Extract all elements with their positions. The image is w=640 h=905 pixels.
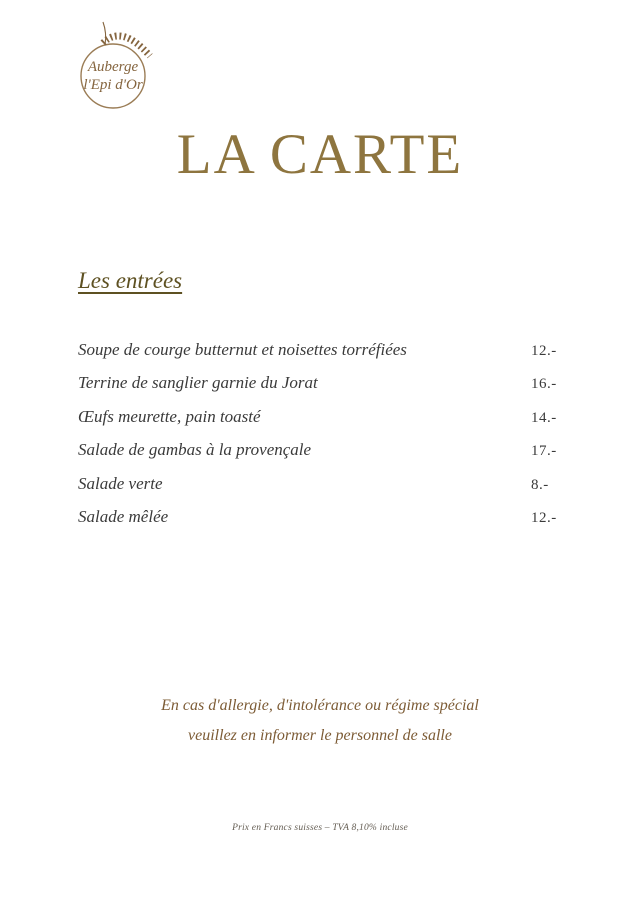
menu-item-row bbox=[78, 474, 598, 507]
menu-item-price: 16.- bbox=[531, 376, 557, 393]
menu-item-price: 8.- bbox=[531, 476, 549, 493]
menu-item-name: Œufs meurette, pain toasté bbox=[78, 406, 261, 426]
page-title: LA CARTE bbox=[176, 123, 464, 186]
menu-item-row bbox=[78, 340, 598, 373]
menu-item-row bbox=[78, 373, 598, 406]
allergy-notice bbox=[0, 691, 640, 751]
menu-item-price: 14.- bbox=[531, 409, 557, 426]
menu-item-name: Salade mêlée bbox=[78, 506, 169, 526]
menu-item-name: Salade de gambas à la provençale bbox=[78, 440, 312, 460]
logo-text-line1: Auberge bbox=[87, 59, 139, 75]
restaurant-logo bbox=[74, 18, 162, 113]
menu-item-row bbox=[78, 507, 598, 540]
wheat-ear-icon bbox=[74, 18, 162, 113]
menu-item-name: Salade verte bbox=[78, 473, 163, 493]
menu-list bbox=[78, 340, 598, 540]
allergy-notice-line2: veuillez en informer le personnel de salle bbox=[188, 727, 452, 744]
menu-item-price: 12.- bbox=[531, 509, 557, 526]
menu-item-row bbox=[78, 440, 598, 473]
menu-item-name: Terrine de sanglier garnie du Jorat bbox=[78, 373, 318, 393]
menu-item-row bbox=[78, 407, 598, 440]
menu-item-price: 17.- bbox=[531, 443, 557, 460]
logo-text-line2: l'Epi d'Or bbox=[83, 77, 143, 93]
menu-item-name: Soupe de courge butternut et noisettes torréfiées bbox=[78, 340, 407, 359]
price-disclaimer: Prix en Francs suisses – TVA 8,10% incluse bbox=[232, 823, 408, 833]
allergy-notice-line1: En cas d'allergie, d'intolérance ou régime spécial bbox=[161, 697, 479, 714]
menu-item-price: 12.- bbox=[531, 343, 557, 359]
section-heading-entrees: Les entrées bbox=[78, 268, 183, 293]
